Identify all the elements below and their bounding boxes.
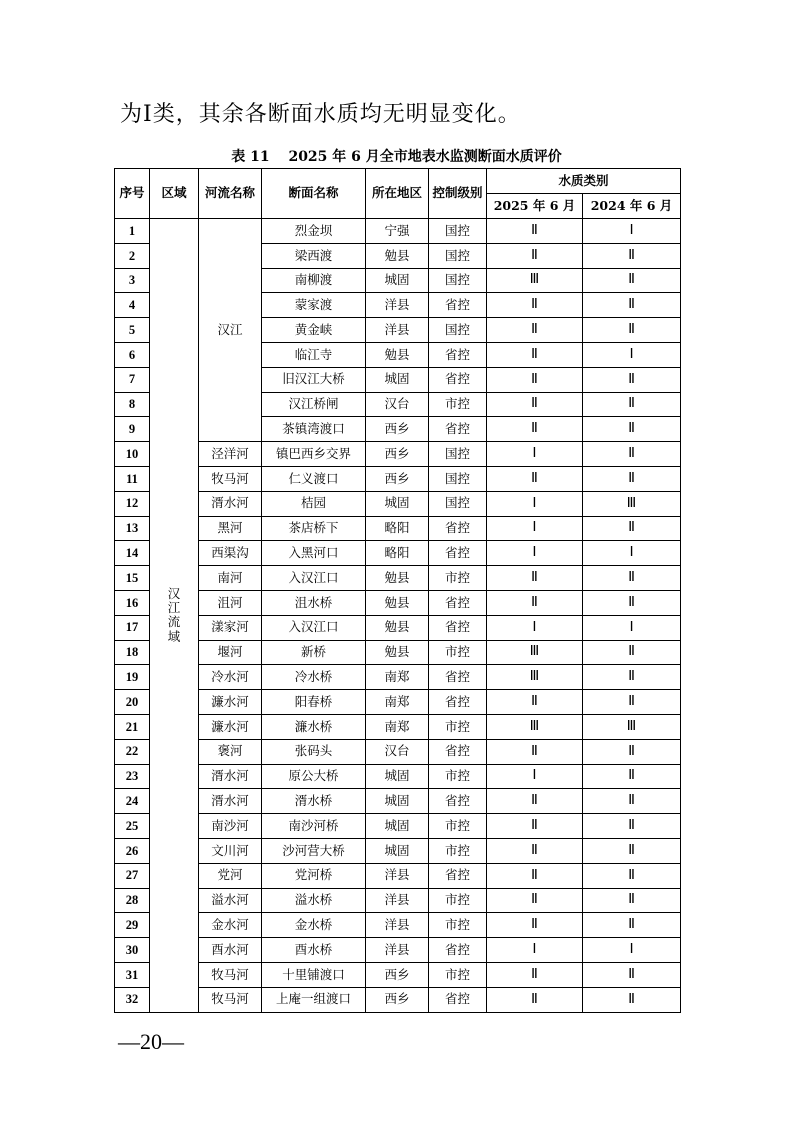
location-cell: 城固 [366,491,429,516]
control-cell: 省控 [429,739,487,764]
control-cell: 市控 [429,714,487,739]
row-number: 19 [115,665,150,690]
row-number: 7 [115,367,150,392]
class-2025-cell: Ⅲ [487,665,583,690]
section-cell: 上庵一组渡口 [262,987,366,1012]
river-cell: 金水河 [199,913,262,938]
control-cell: 省控 [429,690,487,715]
control-cell: 省控 [429,367,487,392]
row-number: 3 [115,268,150,293]
row-number: 1 [115,219,150,244]
row-number: 24 [115,789,150,814]
row-number: 17 [115,615,150,640]
class-2024-cell: Ⅱ [583,665,681,690]
header-region: 区域 [150,169,199,219]
class-2025-cell: Ⅰ [487,615,583,640]
section-cell: 旧汉江大桥 [262,367,366,392]
row-number: 31 [115,962,150,987]
table-caption: 表 11 2025 年 6 月全市地表水监测断面水质评价 [231,149,562,165]
river-cell: 牧马河 [199,962,262,987]
table-row [115,219,681,244]
class-2024-cell: Ⅱ [583,392,681,417]
class-2025-cell: Ⅱ [487,888,583,913]
section-cell: 入汉江口 [262,566,366,591]
class-2024-cell: Ⅱ [583,640,681,665]
location-cell: 勉县 [366,342,429,367]
class-2025-cell: Ⅱ [487,789,583,814]
river-cell: 湑水河 [199,491,262,516]
header-2025: 2025 年 6 月 [487,194,583,219]
control-cell: 省控 [429,987,487,1012]
section-cell: 汉江桥闸 [262,392,366,417]
control-cell: 省控 [429,516,487,541]
control-cell: 国控 [429,466,487,491]
row-number: 6 [115,342,150,367]
class-2024-cell: Ⅱ [583,739,681,764]
section-cell: 烈金坝 [262,219,366,244]
class-2024-cell: Ⅱ [583,987,681,1012]
section-cell: 梁西渡 [262,243,366,268]
river-cell: 黑河 [199,516,262,541]
class-2024-cell: Ⅱ [583,913,681,938]
section-cell: 镇巴西乡交界 [262,442,366,467]
class-2024-cell: Ⅱ [583,466,681,491]
control-cell: 市控 [429,566,487,591]
location-cell: 城固 [366,838,429,863]
row-number: 29 [115,913,150,938]
class-2025-cell: Ⅱ [487,392,583,417]
row-number: 27 [115,863,150,888]
row-number: 20 [115,690,150,715]
table-row [115,789,681,814]
river-cell: 文川河 [199,838,262,863]
class-2025-cell: Ⅰ [487,938,583,963]
class-2024-cell: Ⅱ [583,690,681,715]
river-cell: 堰河 [199,640,262,665]
section-cell: 沮水桥 [262,590,366,615]
river-cell: 湑水河 [199,789,262,814]
table-row [115,814,681,839]
row-number: 18 [115,640,150,665]
location-cell: 宁强 [366,219,429,244]
header-water-class: 水质类别 [487,169,681,194]
location-cell: 洋县 [366,938,429,963]
class-2025-cell: Ⅱ [487,739,583,764]
river-cell: 冷水河 [199,665,262,690]
class-2024-cell: Ⅱ [583,838,681,863]
section-cell: 沙河营大桥 [262,838,366,863]
river-cell: 南沙河 [199,814,262,839]
location-cell: 城固 [366,814,429,839]
location-cell: 略阳 [366,516,429,541]
page-number: —20— [118,1029,184,1054]
table-row [115,690,681,715]
river-cell: 湑水河 [199,764,262,789]
river-cell: 牧马河 [199,987,262,1012]
class-2025-cell: Ⅰ [487,764,583,789]
control-cell: 省控 [429,590,487,615]
class-2024-cell: Ⅰ [583,541,681,566]
section-cell: 蒙家渡 [262,293,366,318]
class-2024-cell: Ⅱ [583,789,681,814]
class-2025-cell: Ⅱ [487,318,583,343]
class-2024-cell: Ⅱ [583,590,681,615]
control-cell: 省控 [429,417,487,442]
table-row [115,466,681,491]
class-2024-cell: Ⅰ [583,938,681,963]
class-2025-cell: Ⅱ [487,690,583,715]
row-number: 28 [115,888,150,913]
section-cell: 湑水桥 [262,789,366,814]
header-section: 断面名称 [262,169,366,219]
class-2025-cell: Ⅱ [487,913,583,938]
river-cell: 濂水河 [199,714,262,739]
control-cell: 省控 [429,541,487,566]
river-cell: 濂水河 [199,690,262,715]
section-cell: 金水桥 [262,913,366,938]
class-2025-cell: Ⅱ [487,838,583,863]
location-cell: 城固 [366,268,429,293]
class-2024-cell: Ⅰ [583,615,681,640]
class-2024-cell: Ⅱ [583,962,681,987]
class-2025-cell: Ⅲ [487,714,583,739]
river-cell: 党河 [199,863,262,888]
location-cell: 勉县 [366,640,429,665]
section-cell: 濂水桥 [262,714,366,739]
control-cell: 市控 [429,888,487,913]
control-cell: 国控 [429,318,487,343]
river-cell: 沮河 [199,590,262,615]
table-row [115,838,681,863]
location-cell: 勉县 [366,590,429,615]
class-2024-cell: Ⅱ [583,268,681,293]
location-cell: 洋县 [366,318,429,343]
control-cell: 省控 [429,863,487,888]
row-number: 16 [115,590,150,615]
class-2024-cell: Ⅱ [583,863,681,888]
table-row [115,615,681,640]
table-row [115,665,681,690]
class-2024-cell: Ⅱ [583,442,681,467]
class-2024-cell: Ⅱ [583,764,681,789]
table-row [115,987,681,1012]
section-cell: 桔园 [262,491,366,516]
location-cell: 略阳 [366,541,429,566]
section-cell: 入黑河口 [262,541,366,566]
class-2025-cell: Ⅱ [487,367,583,392]
table-row [115,764,681,789]
class-2024-cell: Ⅲ [583,491,681,516]
location-cell: 南郑 [366,690,429,715]
class-2025-cell: Ⅱ [487,962,583,987]
location-cell: 洋县 [366,888,429,913]
section-cell: 溢水桥 [262,888,366,913]
river-cell: 西渠沟 [199,541,262,566]
region-cell: 汉江流域 [150,219,199,1013]
class-2024-cell: Ⅱ [583,367,681,392]
table-row [115,739,681,764]
section-cell: 临江寺 [262,342,366,367]
location-cell: 勉县 [366,243,429,268]
location-cell: 西乡 [366,962,429,987]
river-cell: 褒河 [199,739,262,764]
location-cell: 西乡 [366,466,429,491]
control-cell: 省控 [429,615,487,640]
row-number: 2 [115,243,150,268]
row-number: 23 [115,764,150,789]
row-number: 26 [115,838,150,863]
class-2024-cell: Ⅰ [583,219,681,244]
row-number: 11 [115,466,150,491]
row-number: 14 [115,541,150,566]
row-number: 8 [115,392,150,417]
class-2025-cell: Ⅱ [487,466,583,491]
class-2024-cell: Ⅱ [583,417,681,442]
section-cell: 阳春桥 [262,690,366,715]
row-number: 4 [115,293,150,318]
location-cell: 洋县 [366,913,429,938]
row-number: 25 [115,814,150,839]
table-row [115,566,681,591]
river-cell-hanjiang: 汉江 [199,219,262,442]
table-row [115,913,681,938]
control-cell: 国控 [429,219,487,244]
row-number: 10 [115,442,150,467]
location-cell: 城固 [366,367,429,392]
class-2025-cell: Ⅲ [487,268,583,293]
intro-paragraph: 为Ⅰ类，其余各断面水质均无明显变化。 [120,102,521,127]
class-2025-cell: Ⅱ [487,863,583,888]
class-2024-cell: Ⅱ [583,293,681,318]
control-cell: 市控 [429,392,487,417]
control-cell: 市控 [429,962,487,987]
location-cell: 西乡 [366,987,429,1012]
class-2025-cell: Ⅱ [487,342,583,367]
section-cell: 新桥 [262,640,366,665]
row-number: 30 [115,938,150,963]
water-quality-table [114,168,681,1013]
class-2025-cell: Ⅱ [487,417,583,442]
location-cell: 勉县 [366,615,429,640]
class-2024-cell: Ⅱ [583,243,681,268]
control-cell: 省控 [429,293,487,318]
section-cell: 原公大桥 [262,764,366,789]
table-body [115,219,681,1013]
control-cell: 市控 [429,640,487,665]
class-2025-cell: Ⅱ [487,293,583,318]
row-number: 21 [115,714,150,739]
location-cell: 洋县 [366,863,429,888]
class-2024-cell: Ⅲ [583,714,681,739]
header-seq: 序号 [115,169,150,219]
location-cell: 城固 [366,789,429,814]
class-2024-cell: Ⅱ [583,814,681,839]
class-2024-cell: Ⅱ [583,888,681,913]
section-cell: 茶店桥下 [262,516,366,541]
table-header [115,169,681,219]
section-cell: 黄金峡 [262,318,366,343]
location-cell: 西乡 [366,442,429,467]
section-cell: 入汉江口 [262,615,366,640]
river-cell: 南河 [199,566,262,591]
river-cell: 牧马河 [199,466,262,491]
location-cell: 勉县 [366,566,429,591]
section-cell: 茶镇湾渡口 [262,417,366,442]
location-cell: 洋县 [366,293,429,318]
location-cell: 汉台 [366,392,429,417]
river-cell: 酉水河 [199,938,262,963]
table-row [115,442,681,467]
row-number: 15 [115,566,150,591]
class-2025-cell: Ⅱ [487,219,583,244]
table-row [115,640,681,665]
control-cell: 市控 [429,838,487,863]
row-number: 5 [115,318,150,343]
section-cell: 党河桥 [262,863,366,888]
table-row [115,962,681,987]
section-cell: 酉水桥 [262,938,366,963]
class-2025-cell: Ⅰ [487,442,583,467]
class-2024-cell: Ⅱ [583,318,681,343]
table-row [115,863,681,888]
class-2025-cell: Ⅱ [487,566,583,591]
row-number: 12 [115,491,150,516]
control-cell: 省控 [429,342,487,367]
class-2024-cell: Ⅱ [583,566,681,591]
section-cell: 南沙河桥 [262,814,366,839]
table-row [115,938,681,963]
section-cell: 仁义渡口 [262,466,366,491]
control-cell: 省控 [429,938,487,963]
table-row [115,888,681,913]
header-location: 所在地区 [366,169,429,219]
section-cell: 冷水桥 [262,665,366,690]
table-row [115,541,681,566]
class-2025-cell: Ⅱ [487,814,583,839]
control-cell: 国控 [429,442,487,467]
river-cell: 漾家河 [199,615,262,640]
class-2025-cell: Ⅰ [487,516,583,541]
row-number: 22 [115,739,150,764]
river-cell: 泾洋河 [199,442,262,467]
row-number: 9 [115,417,150,442]
control-cell: 国控 [429,243,487,268]
header-river: 河流名称 [199,169,262,219]
location-cell: 南郑 [366,714,429,739]
location-cell: 城固 [366,764,429,789]
table-row [115,714,681,739]
section-cell: 南柳渡 [262,268,366,293]
class-2025-cell: Ⅱ [487,590,583,615]
class-2025-cell: Ⅱ [487,987,583,1012]
header-control: 控制级别 [429,169,487,219]
table-row [115,516,681,541]
row-number: 32 [115,987,150,1012]
control-cell: 省控 [429,789,487,814]
class-2025-cell: Ⅲ [487,640,583,665]
class-2025-cell: Ⅰ [487,491,583,516]
control-cell: 市控 [429,913,487,938]
class-2025-cell: Ⅰ [487,541,583,566]
table-row [115,590,681,615]
control-cell: 市控 [429,814,487,839]
control-cell: 市控 [429,764,487,789]
location-cell: 南郑 [366,665,429,690]
location-cell: 西乡 [366,417,429,442]
row-number: 13 [115,516,150,541]
location-cell: 汉台 [366,739,429,764]
header-2024: 2024 年 6 月 [583,194,681,219]
class-2024-cell: Ⅱ [583,516,681,541]
control-cell: 国控 [429,268,487,293]
section-cell: 十里铺渡口 [262,962,366,987]
class-2024-cell: Ⅰ [583,342,681,367]
table-row [115,491,681,516]
class-2025-cell: Ⅱ [487,243,583,268]
section-cell: 张码头 [262,739,366,764]
river-cell: 溢水河 [199,888,262,913]
control-cell: 省控 [429,665,487,690]
control-cell: 国控 [429,491,487,516]
